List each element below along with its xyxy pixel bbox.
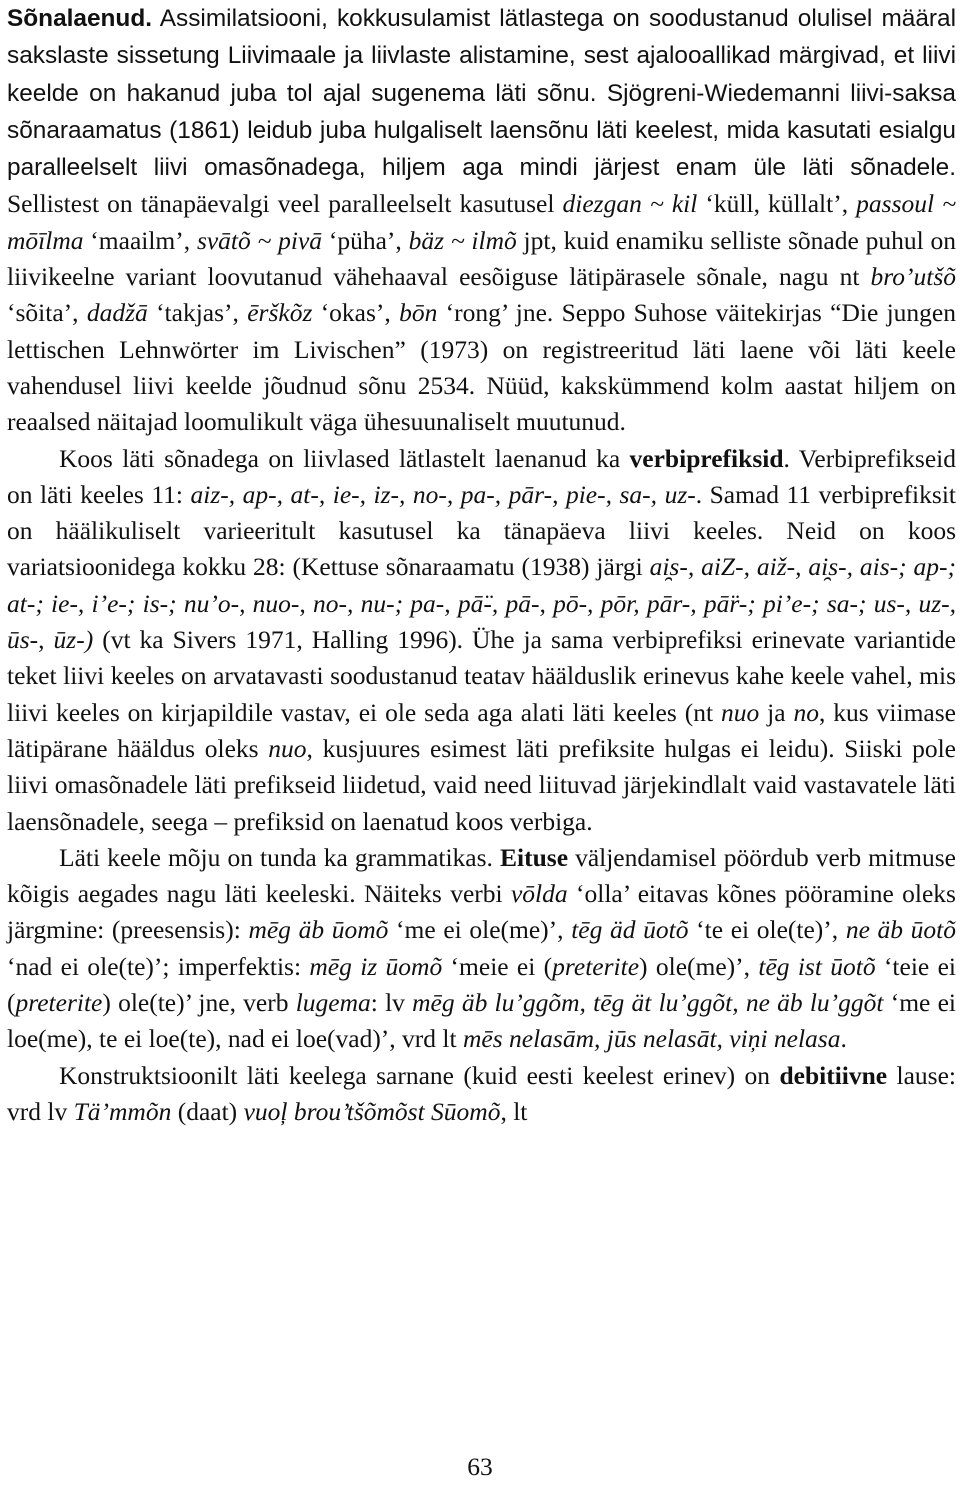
text-run: ‘püha’, xyxy=(322,225,409,255)
text-run: ‘küll, küllalt’, xyxy=(697,189,857,219)
text-run: mēg äb lu’ggõm, tēg ät lu’ggõt, ne äb lu’ggõt xyxy=(412,988,884,1018)
text-run: debitiivne xyxy=(779,1060,888,1090)
text-run: bäz ~ ilmõ xyxy=(408,225,517,255)
text-run: ‘olla’ eitavas kõnes pööramine oleks järgmine: (preesensis): xyxy=(7,879,956,945)
text-run: ‘me ei ole(me)’, xyxy=(388,915,572,945)
text-run: (vt ka Sivers 1971, Halling 1996). Ühe ja sama verbiprefiksi erinevate variantide teket liivi keeles on arvatavasti soodustanud teatav häälduslik erinevus kahe keele vahel, mis liivi keeles on kirjapildile vastav, ei ole seda aga alati läti keeles (nt xyxy=(7,625,957,727)
text-run: nuo xyxy=(268,733,307,763)
text-run: ‘te ei ole(te)’, xyxy=(688,915,846,945)
text-run: bōn xyxy=(399,298,438,328)
text-run: vōlda xyxy=(510,879,568,909)
text-run: ‘sõita’, xyxy=(7,298,87,328)
text-run: ‘rong’ jne. Seppo Suhose väitekirjas “Die jungen lettischen Lehnwörter im Livischen” (1973) on registreeritud läti laene või läti keele vahendusel liivi keelde jõudnud sõnu 2534. Nüüd, kakskümmend kolm aastat hiljem on reaalsed näitajad loomulikult väga ühesuunaliselt muutunud. xyxy=(7,298,956,437)
text-run: ‘nad ei ole(te)’; imperfektis: xyxy=(7,951,310,981)
text-run: , lt xyxy=(500,1096,528,1126)
text-run: ja xyxy=(759,697,794,727)
paragraph xyxy=(7,441,956,840)
paragraph xyxy=(7,0,956,441)
text-run: : lv xyxy=(370,988,413,1018)
text-run: Sellistest on tänapäevalgi veel paralleelselt kasutusel xyxy=(7,189,563,219)
text-run: Assimilatsiooni, kokkusulamist lätlastega on soodustanud olulisel määral sakslaste sissetung Liivimaale ja liivlaste alistamine, sest ajalooallikad märgivad, et liivi keelde on hakanud juba tol ajal sugenema läti sõnu. Sjögreni-Wiedemanni liivi-saksa sõnaraamatus (1861) leidub juba hulgaliselt laensõnu läti keelest, mida kasutati esialgu paralleelselt liivi omasõnadega, hiljem aga mindi järjest enam üle läti sõnadele. xyxy=(7,5,956,182)
text-run: ‘teie ei ( xyxy=(7,951,956,1018)
text-run: . Samad 11 verbiprefiksit on häälikuliselt varieeritult kasutusel ka tänapäeva liivi keeles. Neid on koos variatsioonidega kokku 28: (Kettuse sõnaraamatu (1938) järgi xyxy=(7,479,956,582)
text-run: lause: vrd lv xyxy=(7,1060,956,1126)
paragraph xyxy=(7,1058,956,1131)
text-run: ‘okas’, xyxy=(312,298,400,328)
text-run: jpt, kuid enamiku selliste sõnade puhul on liivikeelne variant loovutanud vähehaaval eesõiguse lätipärasele sõnale, nagu nt xyxy=(7,225,956,292)
text-run: preterite xyxy=(15,988,103,1018)
text-run: mēg iz ūomõ xyxy=(309,951,443,981)
text-run: dadžā xyxy=(86,298,148,328)
text-run: no xyxy=(793,697,819,727)
paragraph xyxy=(7,840,956,1058)
text-run: passoul ~ mōīlma xyxy=(7,189,956,255)
text-run: ‘me ei loe(me), te ei loe(te), nad ei loe(vad)’, vrd lt xyxy=(7,988,956,1054)
text-run: ‘meie ei ( xyxy=(442,951,553,981)
text-run: ‘takjas’, xyxy=(147,298,248,328)
text-run: , kusjuures esimest läti prefiksite hulgas ei leidu). Siiski pole liivi omasõnadele läti prefikseid liidetud, vaid need liituvad järjekindlalt vaid vastavatele läti laensõnadele, seega – prefiksid on laenatud koos verbiga. xyxy=(7,733,956,836)
text-run: nuo xyxy=(720,697,760,727)
text-run: Sõnalaenud. xyxy=(7,5,153,32)
text-run: preterite xyxy=(552,951,640,981)
text-run: ai̯s-, aiZ-, aiž-, ai̯s-, ais-; ap-; at-; ie-, i’e-; is-; nu’o-, nuo-, no-, nu-; pa-, pā̈-, pā-, pō-, pōr, pār-, pā̈r-; pi’e-; sa-; us-, uz-, ūs-, ūz-) xyxy=(7,552,957,655)
text-run: svātõ ~ pivā xyxy=(196,225,323,255)
text-run: ne äb ūotõ xyxy=(845,915,957,945)
text-run: Läti keele mõju on tunda ka grammatikas. xyxy=(59,842,500,872)
text-run: väljendamisel pöördub verb mitmuse kõigis aegades nagu läti keeleski. Näiteks verbi xyxy=(7,842,957,909)
page-number: 63 xyxy=(467,1452,493,1481)
text-run: bro’utšõ xyxy=(870,262,956,292)
text-run: Eituse xyxy=(500,842,569,872)
text-run: ērškõz xyxy=(247,298,313,328)
text-run: diezgan ~ kil xyxy=(562,189,698,219)
text-run: ) ole(te)’ jne, verb xyxy=(102,988,296,1018)
text-run: verbiprefiksid xyxy=(629,443,784,473)
text-run: , kus viimase lätipärane hääldus oleks xyxy=(7,697,956,763)
text-run: lugema xyxy=(295,988,371,1018)
text-run: aiz-, ap-, at-, ie-, iz-, no-, pa-, pār-, pie-, sa-, uz- xyxy=(190,479,696,509)
text-run: vuoļ brou’tšõmõst Sūomõ xyxy=(243,1096,501,1126)
text-run: . Verbiprefikseid on läti keeles 11: xyxy=(7,443,956,509)
text-run: Konstruktsioonilt läti keelega sarnane (kuid eesti keelest erinev) on xyxy=(59,1060,780,1090)
text-run: . xyxy=(840,1024,847,1054)
text-run: ‘maailm’, xyxy=(83,225,197,255)
text-run: tēg äd ūotõ xyxy=(571,915,689,945)
text-run: (daat) xyxy=(171,1096,244,1126)
text-run: tēg ist ūotõ xyxy=(758,951,876,981)
body-text xyxy=(7,0,956,1130)
text-run: ) ole(me)’, xyxy=(639,951,759,981)
text-run: mēg äb ūomõ xyxy=(248,915,389,945)
text-run: Tä’mmõn xyxy=(73,1096,172,1126)
text-run: Koos läti sõnadega on liivlased lätlastelt laenanud ka xyxy=(59,443,630,473)
text-run: mēs nelasām, jūs nelasāt, viņi nelasa xyxy=(462,1024,841,1054)
